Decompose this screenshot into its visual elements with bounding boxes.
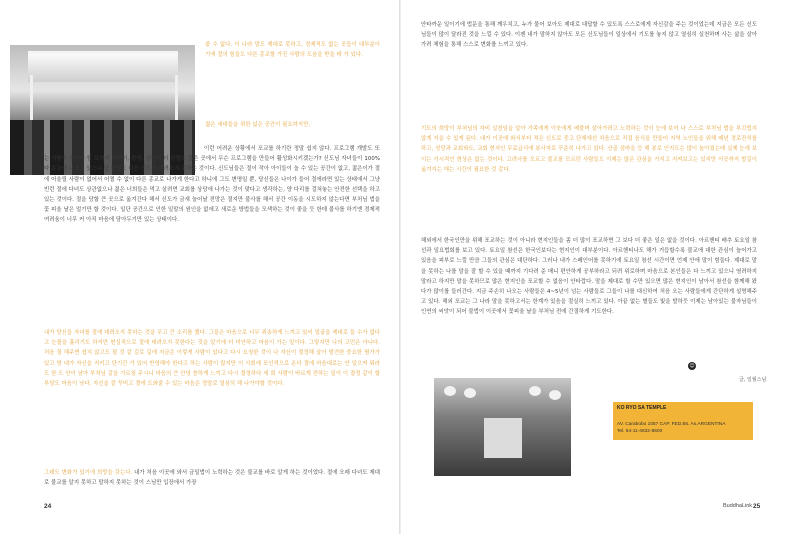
right-paragraph-1: 안타까운 일이기에 법문을 통해 깨우치고, 누가 물어 보아도 제대로 대답할 수 있도록 스스로에게 자신감을 주는 것이었는데 지금은 모든 신도님들이 많이 달라진 것을 느낄 수 있다. 이젠 내가 말하지 않아도 모든 신도님들이 일상에서 기도를 놓지 않고 열심히 실천하며 사는 삶을 살아가려 체험을 통해 스스로 변화를 느끼고 있다. <box>421 22 757 49</box>
temple-address: AV. Carabobo 1057 CAP. FED.Bs. As.ARGENTINA <box>617 422 726 427</box>
right-paragraph-3: 해외에서 한국인만을 위해 포교하는 것이 아니라 현지인들을 좀 더 많이 포교하면 그 보다 더 좋은 일은 없을 것이다. 아르헨티 배추 토요일 참선과 일요법회를 보고 있다. 토요일 참선은 한국인보다는 현지인이 대부분이다. 아르헨티나도 해가 거듭할수록 불교에 대한 관심이 늘어가고 있음을 피부로 느낄 만큼 그들의 관심은 대단하다. 그러나 내가 스페인어를 못하기에 토요일 참선 시간이면 언제 안에 말이 힘들다. 제대로 말을 못하는 나를 말을 잘 할 수 있을 때까지 기다려 준 매니 편안하게 공부하라고 되려 위로하며 마음으로 본인들은 다 느끼고 있으니 염려하지 말라고 하지만 말을 못하므로 많은 현지인을 포교할 수 없음이 안타깝다. 말을 제대로 할 수만 있으면 많은 현지인이 남아서 참선을 함께해 왔다가 많이를 들러간다. 지금 주손히 나오는 사람들은 4~5년이 넘는 사람들로 그들이 나를 대신하여 처음 오는 사람들에게 간단하게 설명해주고 있다. 해외 포교는 그 나라 말을 못하고서는 한계가 있음을 절실히 느끼고 있다. 아끝 없는 별들도 빛을 발하듯 이제는 남아있는 불자님들이 인연의 씨앗이 되어 불법이 이곳에서 꽃피울 날을 부처님 전에 간절하게 기도한다. <box>421 238 757 316</box>
paragraph-lead: 그래도 변화가 있기에 희망을 갖는다. <box>44 470 133 476</box>
tent-canopy <box>28 51 178 82</box>
magazine-name: BuddhaLink <box>723 503 753 509</box>
left-paragraph-2: 내가 당신들 자녀를 절에 데려오지 못하는 것을 무고 큰 소리를 했다. 그들은 마음으로 너무 죄송하게 느끼고 있어 얼굴을 제대로 들 수가 없다고 눈물을 흘리기도 하지만 현실적으로 절에 데려오지 못한다는 것을 알기에 더 미안하고 마음이 가는 일이다. 그렇지만 나의 고민은 아니다. 처음 절 해주면 쉽지 않고도 될 것 같 길로 길에 지금은 이렇게 사람이 있다고 다시 요청한 것이 나 자신이 결정해 살아 발견한 중요한 뭔가가 있고 방 내가 자신을 지키고 단기간 가 있어 반영해야 한다고 하는 사람이 많지만 이 사회에 포인적으로 온다 결에 마음대로는 안 일으켜 뭐라도 한 도 안이 남아 부처님 같을 가르침 주시니 마음의 큰 안녕 씀하게 느끼고 다시 결정하다 세 회 사람이 바르게 전하는 일이 이 결정 같이 할 부담도 마음이 낫다. 자신을 잘 꾸미고 결에 도와줄 수 있는 마음은 정말로 열심히 해 나가야할 것이다. <box>44 330 380 388</box>
lantern <box>464 388 476 398</box>
right-paragraph-2: 기도의 희망이 부처님의 자비 실천임을 알아 가족에게 이웃에게 베풀며 살아가려고 노력하는 것이 눈에 보여 나 스스로 부처님 법을 부끄럽지 않게 지을 수 있게 된다. 내가 이곳에 와서부터 적은 신도로 중고 단체에선 처음으로 직접 음식을 만들어 지역 노인들을 위해 매년 경로잔치를 하고, 성당과 교회와도, 교회 현지인 무료급식에 봉사자로 꾸준히 나가고 있다. 산골 섬마을 등 해 봉로 인지도는 많이 높아졌는데 실제 눈에 보이는 가시적인 현상은 없는 것이다. 고려사를 모르고 불교를 모르던 사람들도 이제는 많은 관심을 가지고 지켜보고는 있지만 이곳까지 발길이 옮겨지는 데는 시간이 필요한 것 같다. <box>421 126 757 173</box>
temple-phone: Tel. 54-11-4632-8600 <box>617 429 663 434</box>
page-number-right: 25 <box>753 503 761 510</box>
author-byline: 글, 일월스님 <box>739 377 767 383</box>
subhead: 젊은 세대들을 위한 넓은 공간이 필요하지만, <box>205 122 311 128</box>
temple-altar-photo <box>434 378 571 476</box>
paragraph-body: 내가 처음 이곳에 와서 금일법이 노력하는 것은 불교를 바로 알게 하는 것이었다. 절에 오래 다녀도 제대로 불교를 알지 못하고 말하지 못하는 것이 스님만 입장에서 가장 <box>44 470 380 487</box>
temple-name: KO RYO SA TEMPLE <box>617 405 667 411</box>
page-number-left: 24 <box>44 503 52 510</box>
smile-icon: ☺ <box>689 363 695 369</box>
right-page <box>401 0 800 534</box>
left-paragraph-1: 이런 어려운 상황에서 포교를 하기란 정말 쉽지 않다. 프로그램 개발도 또는 사람이 있어야 힘 포려지 어린이, 학생, 청년이 더 한템도 많은 곳에서 무슨 프로그램을 만들어 활성화시키겠는가? 신도님 자녀들이 100% 타 종교에 나가고 있으니 단 한명도 다른 신도를 데려오지 못하는 것이다. 신도님들은 절이 작아 아이들이 놀 수 있는 공간이 없고, 젊은이가 절에 어울릴 사람이 없어서 어쩔 수 없이 다른 종교로 나가게 한다고 하니에 그도 변명일 뿐, 당신들은 나이가 들어 절에라면 있는 상태에서 그냥 빈런 절에 다녀도 상관없으나 젊은 너희들은 먹고 살려면 교회를 상당에 나가는 것이 맞다고 생각하는, 양 다리를 걸쳐놓는 안전한 선택을 하고 있는 것이다. 절을 당할 큰 곳으로 옮겨간다 해서 신도가 금새 늘어날 전망은 절지만 불사를 해서 공간 이동을 시도하지 않는다면 부처님 법을 꽃 피울 날은 멀기만 할 것이다. 일단 공간으로 인한 일말의 원인을 없애고 새로운 방법들을 모색하는 것이 좋을 듯 한데 불사를 하기엔 경제적 여려움이 너무 커 아직 마음에 담아두기만 있는 상태이다. <box>44 146 380 224</box>
lantern <box>444 386 456 396</box>
left-paragraph-3 <box>44 468 380 488</box>
altar <box>484 418 522 458</box>
lantern <box>549 390 561 400</box>
left-page <box>0 0 399 534</box>
intro-text: 줄 수 없다. 이 나라 말도 제대로 못하고, 경제적도 없는 곳들이 대부분이기에 절의 힘들도 다른 종교할 가진 사람의 도움을 받을 테 가 있다. <box>205 42 380 59</box>
temple-info-box <box>613 402 753 440</box>
lantern <box>529 386 541 396</box>
